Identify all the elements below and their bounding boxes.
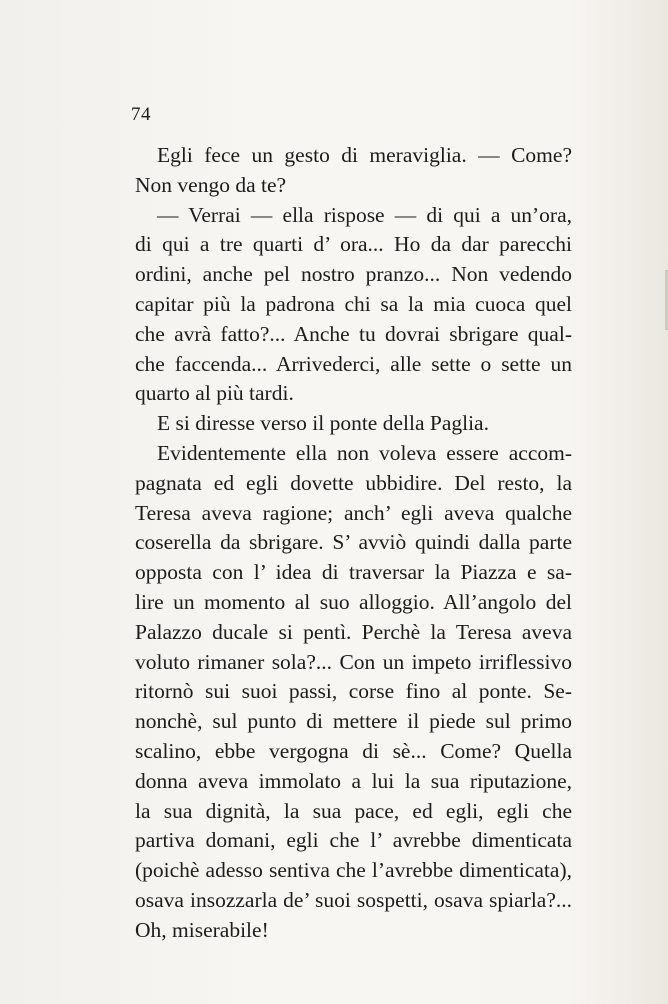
text-line: ritornò sui suoi passi, corse fino al ponte. Se- (135, 679, 572, 704)
text-line: che faccenda... Arrivederci, alle sette o sette un (135, 351, 572, 376)
text-line: — Verrai — ella rispose — di qui a un’ora, (157, 202, 572, 227)
text-line: che avrà fatto?... Anche tu dovrai sbrigare qual- (135, 321, 572, 346)
text-line: E si diresse verso il ponte della Paglia. (157, 411, 489, 436)
text-line: di qui a tre quarti d’ ora... Ho da dar parecchi (135, 232, 572, 257)
text-line: partiva domani, egli che l’ avrebbe dimenticata (135, 828, 572, 853)
text-line: Egli fece un gesto di meraviglia. — Come? (157, 143, 572, 167)
text-line: donna aveva immolato a lui la sua riputazione, (135, 768, 572, 793)
text-line: capitar più la padrona chi sa la mia cuoca quel (135, 291, 572, 316)
text-line: ordini, anche pel nostro pranzo... Non vedendo (135, 262, 572, 287)
text-line: osava insozzarla de’ suoi sospetti, osava spiarla?... (135, 887, 572, 912)
text-line: pagnata ed egli dovette ubbidire. Del resto, la (135, 470, 572, 495)
text-line: Palazzo ducale si pentì. Perchè la Teresa aveva (135, 619, 572, 644)
text-line: nonchè, sul punto di mettere il piede sul primo (135, 709, 572, 734)
text-line: coserella da sbrigare. S’ avviò quindi dalla parte (135, 530, 572, 555)
text-line: voluto rimaner sola?... Con un impeto irriflessivo (135, 649, 572, 674)
text-line: la sua dignità, la sua pace, ed egli, egli che (135, 798, 572, 823)
page-number: 74 (131, 104, 151, 125)
body-text (135, 141, 572, 946)
text-line: (poichè adesso sentiva che l’avrebbe dimenticata), (135, 858, 572, 883)
text-line: quarto al più tardi. (135, 381, 294, 406)
text-line: scalino, ebbe vergogna di sè... Come? Quella (135, 738, 572, 763)
text-line: lire un momento al suo alloggio. All’angolo del (135, 589, 572, 614)
text-line: Oh, miserabile! (135, 917, 269, 942)
text-line: Non vengo da te? (135, 172, 287, 197)
text-line: Teresa aveva ragione; anch’ egli aveva qualche (135, 500, 572, 525)
text-line: opposta con l’ idea di traversar la Piazza e sa- (135, 560, 572, 585)
text-line: Evidentemente ella non voleva essere accom- (157, 440, 572, 465)
